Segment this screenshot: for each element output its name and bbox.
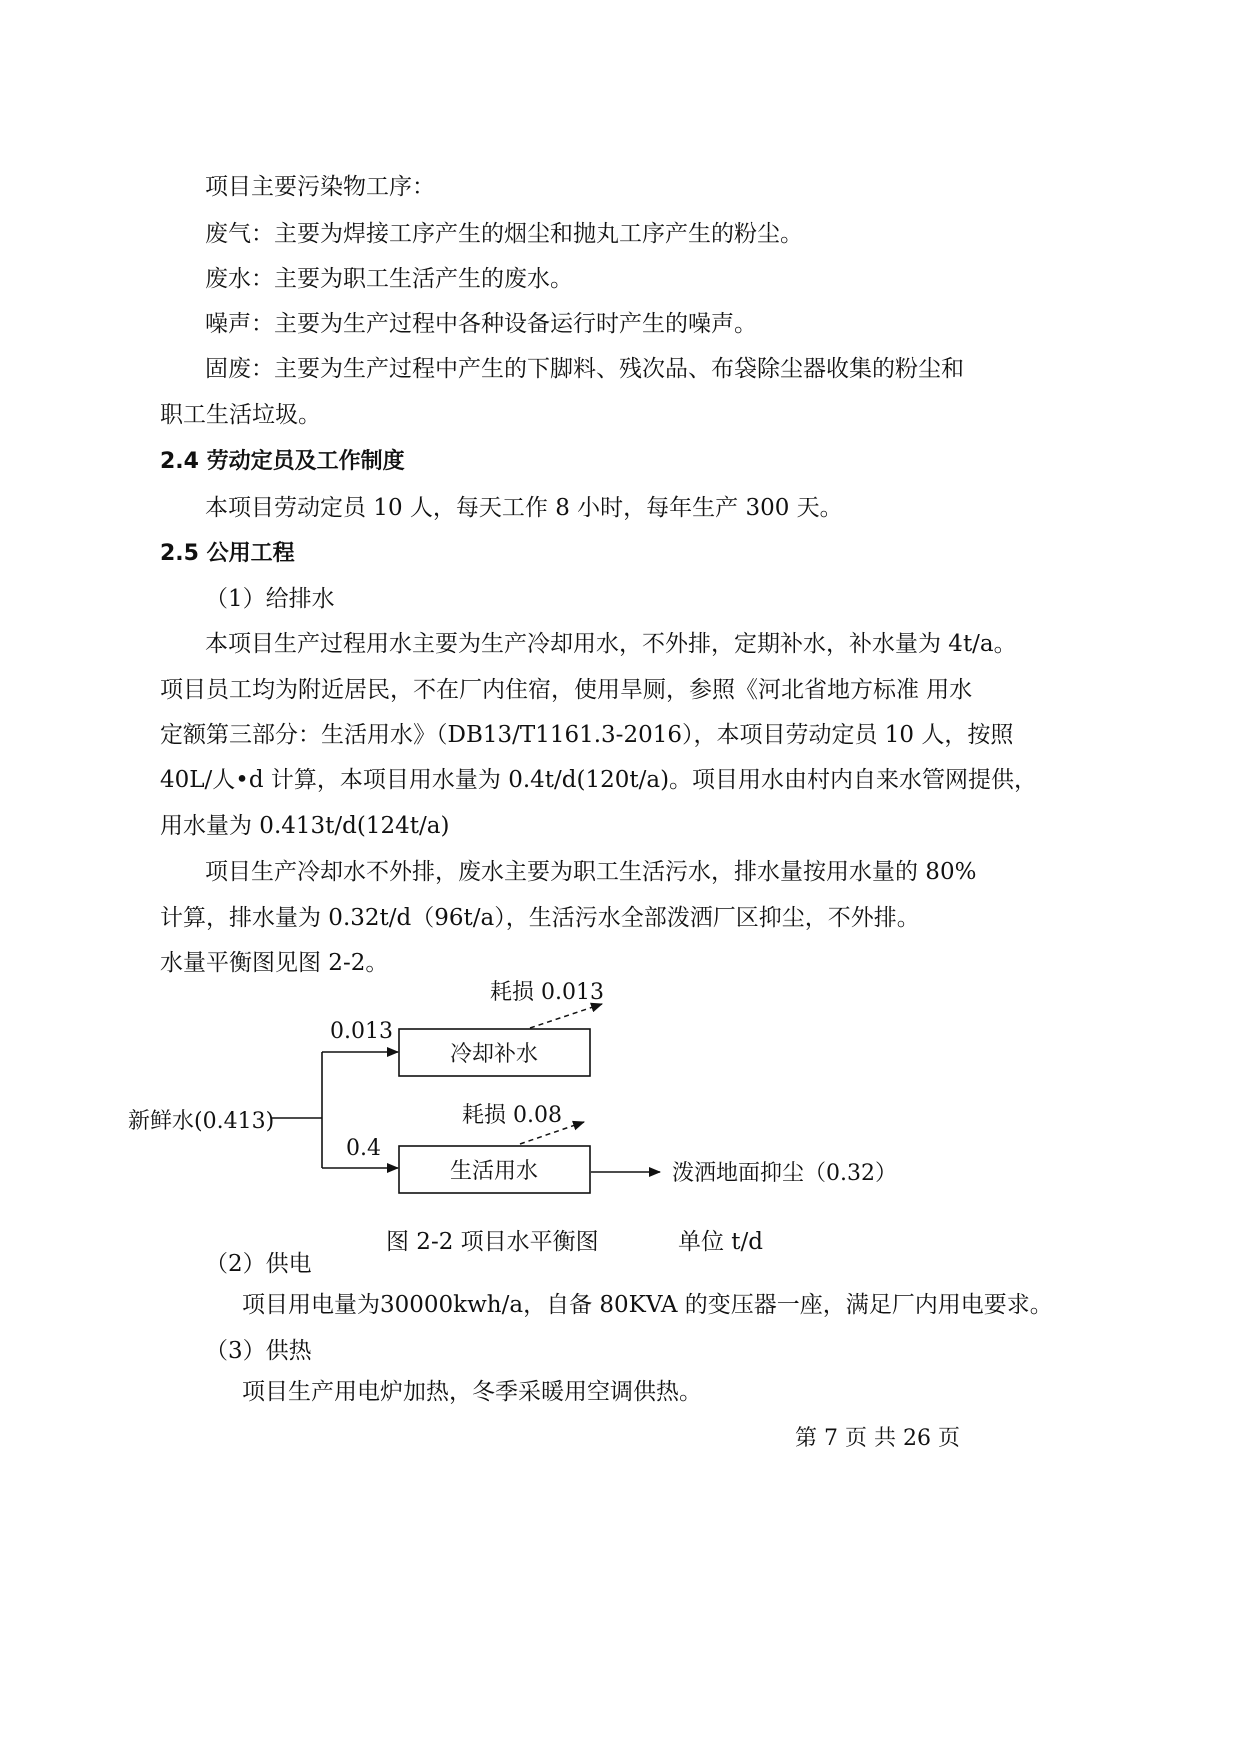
noise-text: 噪声：主要为生产过程中各种设备运行时产生的噪声。 [205,311,757,337]
water-subheading: （1）给排水 [205,586,335,612]
page-number: 第 7 页 共 26 页 [795,1426,960,1451]
heading-2-4: 2.4 劳动定员及工作制度 [160,449,405,474]
loss-arrow-top [530,1004,602,1028]
heat-text: 项目生产用电炉加热，冬季采暖用空调供热。 [242,1379,702,1405]
solid-waste-text-cont: 职工生活垃圾。 [160,402,321,428]
power-text: 项目用电量为30000kwh/a，自备 80KVA 的变压器一座，满足厂内用电要求。 [242,1292,1053,1318]
power-subheading: （2）供电 [205,1251,312,1277]
water-text-5: 用水量为 0.413t/d(124t/a) [160,813,450,839]
drain-text-3: 水量平衡图见图 2-2。 [160,950,389,976]
figure-unit: 单位 t/d [678,1229,764,1255]
water-text-4: 40L/人•d 计算，本项目用水量为 0.4t/d(120t/a)。项目用水由村内自来水管网提供， [160,767,1038,793]
waste-gas-text: 废气：主要为焊接工序产生的烟尘和抛丸工序产生的粉尘。 [205,221,803,247]
water-text-3: 定额第三部分：生活用水》（DB13/T1161.3-2016），本项目劳动定员 10 人，按照 [160,722,1014,748]
water-text-2: 项目员工均为附近居民，不在厂内住宿，使用旱厕，参照《河北省地方标准 用水 [160,677,973,703]
branch-top-value: 0.013 [330,1019,393,1044]
solid-waste-text: 固废：主要为生产过程中产生的下脚料、残次品、布袋除尘器收集的粉尘和 [205,356,964,382]
heading-2-5: 2.5 公用工程 [160,541,295,566]
fresh-water-label: 新鲜水(0.413) [128,1109,275,1134]
heat-subheading: （3）供热 [205,1338,312,1364]
loss-bottom-label: 耗损 0.08 [462,1103,562,1128]
pollutant-intro: 项目主要污染物工序： [205,174,435,200]
domestic-box-label: 生活用水 [449,1159,539,1184]
cooling-box-label: 冷却补水 [449,1042,539,1067]
waste-water-text: 废水：主要为职工生活产生的废水。 [205,266,573,292]
drain-text-2: 计算，排水量为 0.32t/d（96t/a），生活污水全部泼洒厂区抑尘，不外排。 [160,905,920,931]
output-label: 泼洒地面抑尘（0.32） [672,1161,897,1186]
staff-text: 本项目劳动定员 10 人，每天工作 8 小时，每年生产 300 天。 [205,495,843,521]
figure-caption: 图 2-2 项目水平衡图 [386,1229,599,1255]
loss-top-label: 耗损 0.013 [490,980,604,1005]
drain-text-1: 项目生产冷却水不外排，废水主要为职工生活污水，排水量按用水量的 80% [205,859,977,885]
branch-bottom-value: 0.4 [346,1136,381,1161]
water-text-1: 本项目生产过程用水主要为生产冷却用水，不外排，定期补水，补水量为 4t/a。 [205,631,1017,657]
